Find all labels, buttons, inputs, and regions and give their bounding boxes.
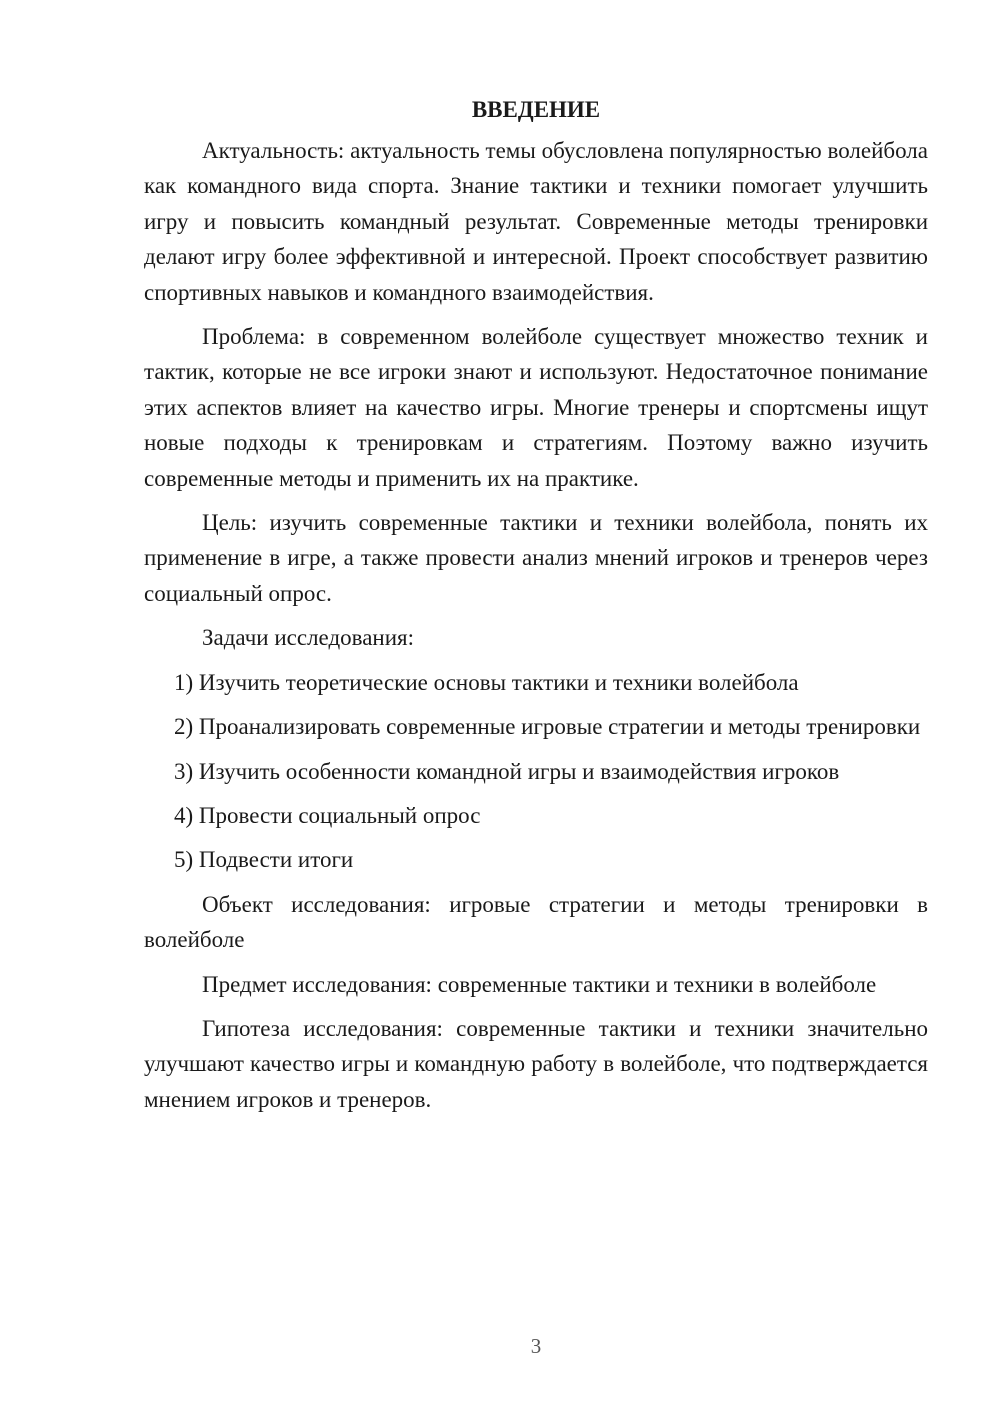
- tasks-heading: Задачи исследования:: [202, 625, 415, 651]
- paragraph-subject: Предмет исследования: современные тактики и техники в волейболе: [202, 971, 877, 997]
- document-body: [144, 92, 928, 1126]
- paragraph-goal: Цель: изучить современные тактики и техники волейбола, понять их применение в игре, а также провести анализ мнений игроков и тренеров через социальный опрос.: [144, 510, 928, 606]
- paragraph-hypothesis: Гипотеза исследования: современные тактики и техники значительно улучшают качество игры и командную работу в волейболе, что подтверждается мнением игроков и тренеров.: [144, 1015, 928, 1112]
- page-number: 3: [530, 1334, 542, 1358]
- paragraph-problem: Проблема: в современном волейболе существует множество техник и тактик, которые не все игроки знают и используют. Недостаточное понимание этих аспектов влияет на качество игры. Многие тренеры и спортсмены ищут новые подходы к тренировкам и стратегиям. Поэтому важно изучить современные методы и применить их на практике.: [144, 324, 928, 491]
- task-item-2: 2) Проанализировать современные игровые стратегии и методы тренировки: [174, 714, 921, 740]
- task-item-4: 4) Провести социальный опрос: [174, 802, 481, 828]
- paragraph-relevance: Актуальность: актуальность темы обусловлена популярностью волейбола как командного вида спорта. Знание тактики и техники помогает улучшить игру и повысить командный результат. Современные методы тренировки делают игру более эффективной и интересной. Проект способствует развитию спортивных навыков и командного взаимодействия.: [144, 138, 928, 305]
- task-item-5: 5) Подвести итоги: [174, 847, 354, 873]
- paragraph-object: Объект исследования: игровые стратегии и методы тренировки в волейболе: [144, 891, 928, 953]
- page-title: ВВЕДЕНИЕ: [471, 97, 601, 122]
- task-item-1: 1) Изучить теоретические основы тактики и техники волейбола: [174, 669, 799, 695]
- task-item-3: 3) Изучить особенности командной игры и взаимодействия игроков: [174, 758, 840, 784]
